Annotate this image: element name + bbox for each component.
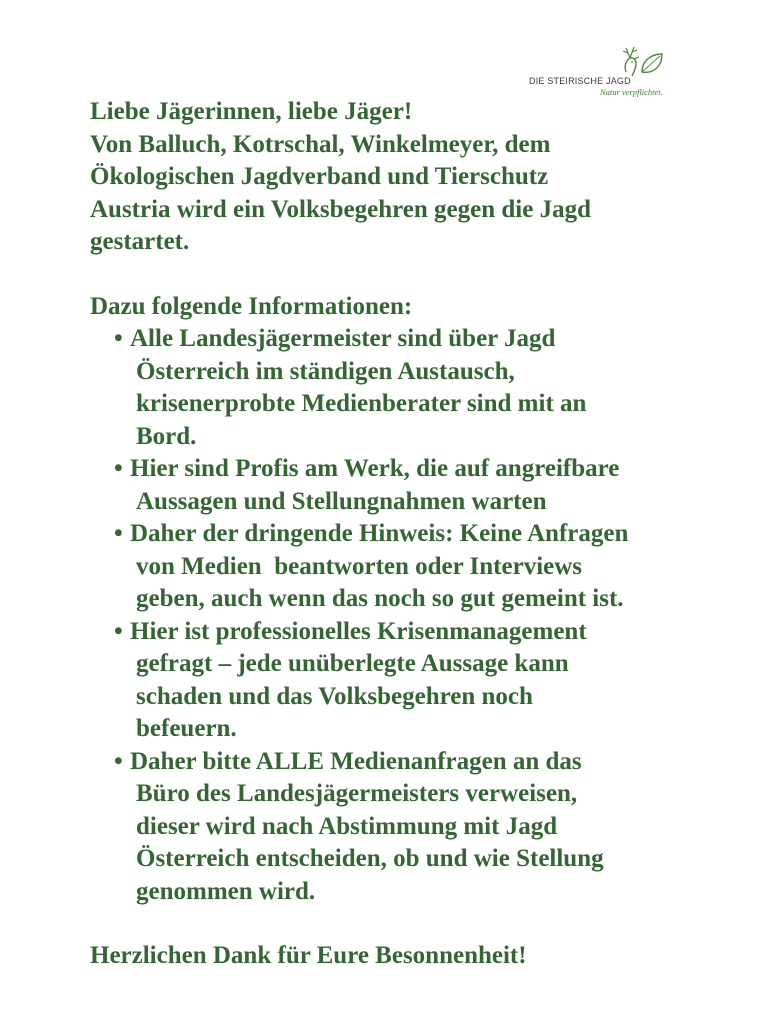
greeting-line: Liebe Jägerinnen, liebe Jäger!: [90, 98, 413, 125]
bullet-dot: •: [114, 747, 123, 775]
bullet-line: krisenerprobte Medienberater sind mit an: [136, 390, 587, 417]
bullet-item: [90, 616, 730, 746]
greeting-line: Ökologischen Jagdverband und Tierschutz: [90, 163, 549, 190]
info-heading: Dazu folgende Informationen:: [90, 292, 413, 320]
bullet-line: dieser wird nach Abstimmung mit Jagd: [136, 812, 558, 840]
bullet-line: Hier ist professionelles Krisenmanagement: [130, 617, 587, 645]
bullet-item: [90, 453, 730, 518]
bullet-dot: •: [114, 325, 123, 352]
bullet-line: Aussagen und Stellungnahmen warten: [136, 487, 547, 515]
bullet-line: Österreich entscheiden, ob und wie Stellung: [136, 845, 604, 872]
bullet-item: [90, 518, 730, 616]
bullet-dot: •: [114, 455, 123, 482]
logo: [520, 42, 680, 102]
bullet-line: Büro des Landesjägermeisters verweisen,: [136, 780, 578, 807]
closing-line: Herzlichen Dank für Eure Besonnenheit!: [90, 942, 527, 969]
bullet-line: genommen wird.: [136, 877, 316, 905]
bullet-item: [90, 323, 730, 453]
info-bullet-list: [90, 323, 730, 908]
bullet-dot: •: [114, 617, 123, 645]
bullet-line: geben, auch wenn das noch so gut gemeint ist.: [136, 585, 624, 612]
bullet-line: Daher der dringende Hinweis: Keine Anfragen: [130, 520, 629, 547]
bullet-line: befeuern.: [136, 715, 237, 742]
bullet-line: Österreich im ständigen Austausch,: [136, 357, 515, 385]
greeting-line: gestartet.: [90, 228, 190, 255]
bullet-item: [90, 746, 730, 909]
logo-slogan: Natur verpflichtet.: [600, 87, 663, 97]
bullet-line: von Medien beantworten oder Interviews: [136, 552, 583, 580]
bullet-line: Hier sind Profis am Werk, die auf angreifbare: [130, 455, 620, 482]
bullet-dot: •: [114, 520, 123, 547]
paragraph-spacer: [90, 259, 730, 291]
letter-body: [90, 96, 730, 973]
greeting-line: Austria wird ein Volksbegehren gegen die Jagd: [90, 195, 591, 223]
bullet-line: Alle Landesjägermeister sind über Jagd: [130, 325, 556, 352]
bullet-line: schaden und das Volksbegehren noch: [136, 682, 533, 710]
bullet-line: gefragt – jede unüberlegte Aussage kann: [136, 650, 569, 677]
greeting-paragraph: [90, 96, 730, 259]
bullet-line: Bord.: [136, 422, 197, 450]
greeting-line: Von Balluch, Kotrschal, Winkelmeyer, dem: [90, 130, 551, 158]
logo-title: DIE STEIRISCHE JAGD: [529, 76, 631, 86]
bullet-line: Daher bitte ALLE Medienanfragen an das: [130, 747, 582, 775]
